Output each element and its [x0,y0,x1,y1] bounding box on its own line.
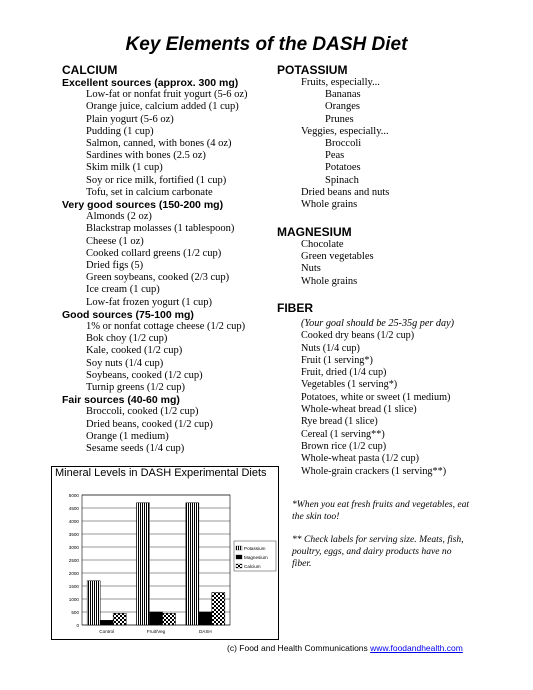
calcium-group-label: Good sources (75-100 mg) [62,308,194,321]
list-item: Green soybeans, cooked (2/3 cup) [86,272,230,284]
list-item: Cooked collard greens (1/2 cup) [86,247,222,259]
list-item: Plain yogurt (5-6 oz) [86,113,174,125]
list-item: Blackstrap molasses (1 tablespoon) [86,223,235,235]
legend-swatch [236,564,242,568]
y-tick-label: 4000 [68,519,79,524]
list-item: Orange juice, calcium added (1 cup) [86,101,239,113]
list-item: Bananas [325,89,361,101]
legend-label: Calcium [244,564,261,569]
calcium-group-label: Fair sources (40-60 mg) [62,394,180,407]
list-item: Orange (1 medium) [86,430,169,442]
list-item: Spinach [325,174,359,186]
credit-text: (c) Food and Health Communications [227,643,368,653]
list-item: Skim milk (1 cup) [86,162,163,174]
legend-label: Potassium [244,546,266,551]
credit-line [227,643,463,653]
list-item: Cereal (1 serving**) [301,428,385,440]
footnote-skin: *When you eat fresh fruits and vegetables, eat the skin too! [292,499,470,522]
list-item: Peas [325,150,345,162]
list-item: Soybeans, cooked (1/2 cup) [86,369,203,381]
list-item: Dried figs (5) [86,260,144,272]
credit-link[interactable]: www.foodandhealth.com [370,643,463,653]
footnote-serving: ** Check labels for serving size. Meats, fish, poultry, eggs, and dairy products have no fiber. [292,534,464,569]
list-item: Whole grains [301,275,358,287]
list-item: 1% or nonfat cottage cheese (1/2 cup) [86,321,246,333]
list-item: Nuts [301,263,321,275]
y-tick-label: 1000 [68,597,79,602]
list-item: Ice cream (1 cup) [86,284,160,296]
y-tick-label: 0 [76,623,79,628]
legend-label: Magnesium [244,555,268,560]
bar-calcium [113,613,126,625]
page-title: Key Elements of the DASH Diet [125,34,408,55]
y-tick-label: 4500 [68,506,79,511]
list-item: Fruit (1 serving*) [301,354,373,366]
x-tick-label: Control [99,629,115,634]
list-item: Pudding (1 cup) [86,125,154,137]
mineral-chart [51,466,279,640]
list-item: Tofu, set in calcium carbonate [86,186,213,198]
calcium-group-label: Very good sources (150-200 mg) [62,199,224,212]
list-item: Kale, cooked (1/2 cup) [86,345,183,357]
y-tick-label: 500 [71,610,79,615]
calcium-heading: CALCIUM [62,63,118,77]
list-item: Whole-grain crackers (1 serving**) [301,465,447,477]
list-item: Almonds (2 oz) [86,211,152,223]
list-item: Brown rice (1/2 cup) [301,440,387,452]
bar-magnesium [199,612,212,625]
y-tick-label: 1500 [68,584,79,589]
list-item: Soy nuts (1/4 cup) [86,357,164,369]
magnesium-section [277,226,517,288]
y-tick-label: 2000 [68,571,79,576]
calcium-group-label: Excellent sources (approx. 300 mg) [62,77,239,89]
bar-calcium [212,593,225,626]
bar-potassium [186,503,199,625]
footnotes [292,499,472,581]
list-item: Broccoli [325,138,362,150]
list-item: Turnip greens (1/2 cup) [86,382,186,394]
magnesium-heading: MAGNESIUM [277,225,352,239]
bar-magnesium [150,612,163,625]
list-item: Potatoes [325,162,361,174]
fiber-goal: (Your goal should be 25-35g per day) [301,318,454,329]
list-item: Sardines with bones (2.5 oz) [86,150,206,162]
list-item: Dried beans, cooked (1/2 cup) [86,418,213,430]
list-item: Potatoes, white or sweet (1 medium) [301,391,451,403]
chart-title: Mineral Levels in DASH Experimental Diets [55,467,267,479]
list-item: Soy or rice milk, fortified (1 cup) [86,174,227,186]
chart-plot [52,467,278,639]
list-item: Broccoli, cooked (1/2 cup) [86,406,199,418]
bar-calcium [163,613,176,625]
list-item: Oranges [325,101,360,113]
veggies-label: Veggies, especially... [301,125,389,137]
list-item: Whole-wheat bread (1 slice) [301,404,417,416]
list-item: Nuts (1/4 cup) [301,342,360,354]
list-item: Whole grains [301,199,358,211]
x-tick-label: Fruit/Veg [146,629,166,634]
legend-swatch [236,546,242,550]
list-item: Bok choy (1/2 cup) [86,333,168,345]
list-item: Chocolate [301,239,344,250]
y-tick-label: 3000 [68,545,79,550]
list-item: Fruit, dried (1/4 cup) [301,367,387,379]
list-item: Low-fat or nonfat fruit yogurt (5-6 oz) [86,89,248,101]
calcium-column [62,64,277,455]
list-item: Prunes [325,113,354,125]
bar-potassium [87,581,100,625]
fiber-heading: FIBER [277,301,313,315]
fruits-label: Fruits, especially... [301,77,380,88]
x-tick-label: DASH [198,629,212,634]
list-item: Whole-wheat pasta (1/2 cup) [301,453,419,465]
list-item: Rye bread (1 slice) [301,416,378,428]
y-tick-label: 2500 [68,558,79,563]
list-item: Dried beans and nuts [301,186,390,198]
list-item: Salmon, canned, with bones (4 oz) [86,138,232,150]
list-item: Cheese (1 oz) [86,235,144,247]
legend-swatch [236,555,242,559]
fiber-section [277,302,517,478]
bar-potassium [137,503,150,625]
calcium-groups [62,77,277,455]
potassium-heading: POTASSIUM [277,63,348,77]
list-item: Sesame seeds (1/4 cup) [86,443,185,455]
list-item: Vegetables (1 serving*) [301,379,398,391]
list-item: Low-fat frozen yogurt (1 cup) [86,296,212,308]
list-item: Cooked dry beans (1/2 cup) [301,330,415,342]
potassium-section [277,64,517,211]
bar-magnesium [100,620,113,625]
y-tick-label: 5000 [68,493,79,498]
list-item: Green vegetables [301,251,374,263]
fiber-list [277,330,517,478]
y-tick-label: 3500 [68,532,79,537]
